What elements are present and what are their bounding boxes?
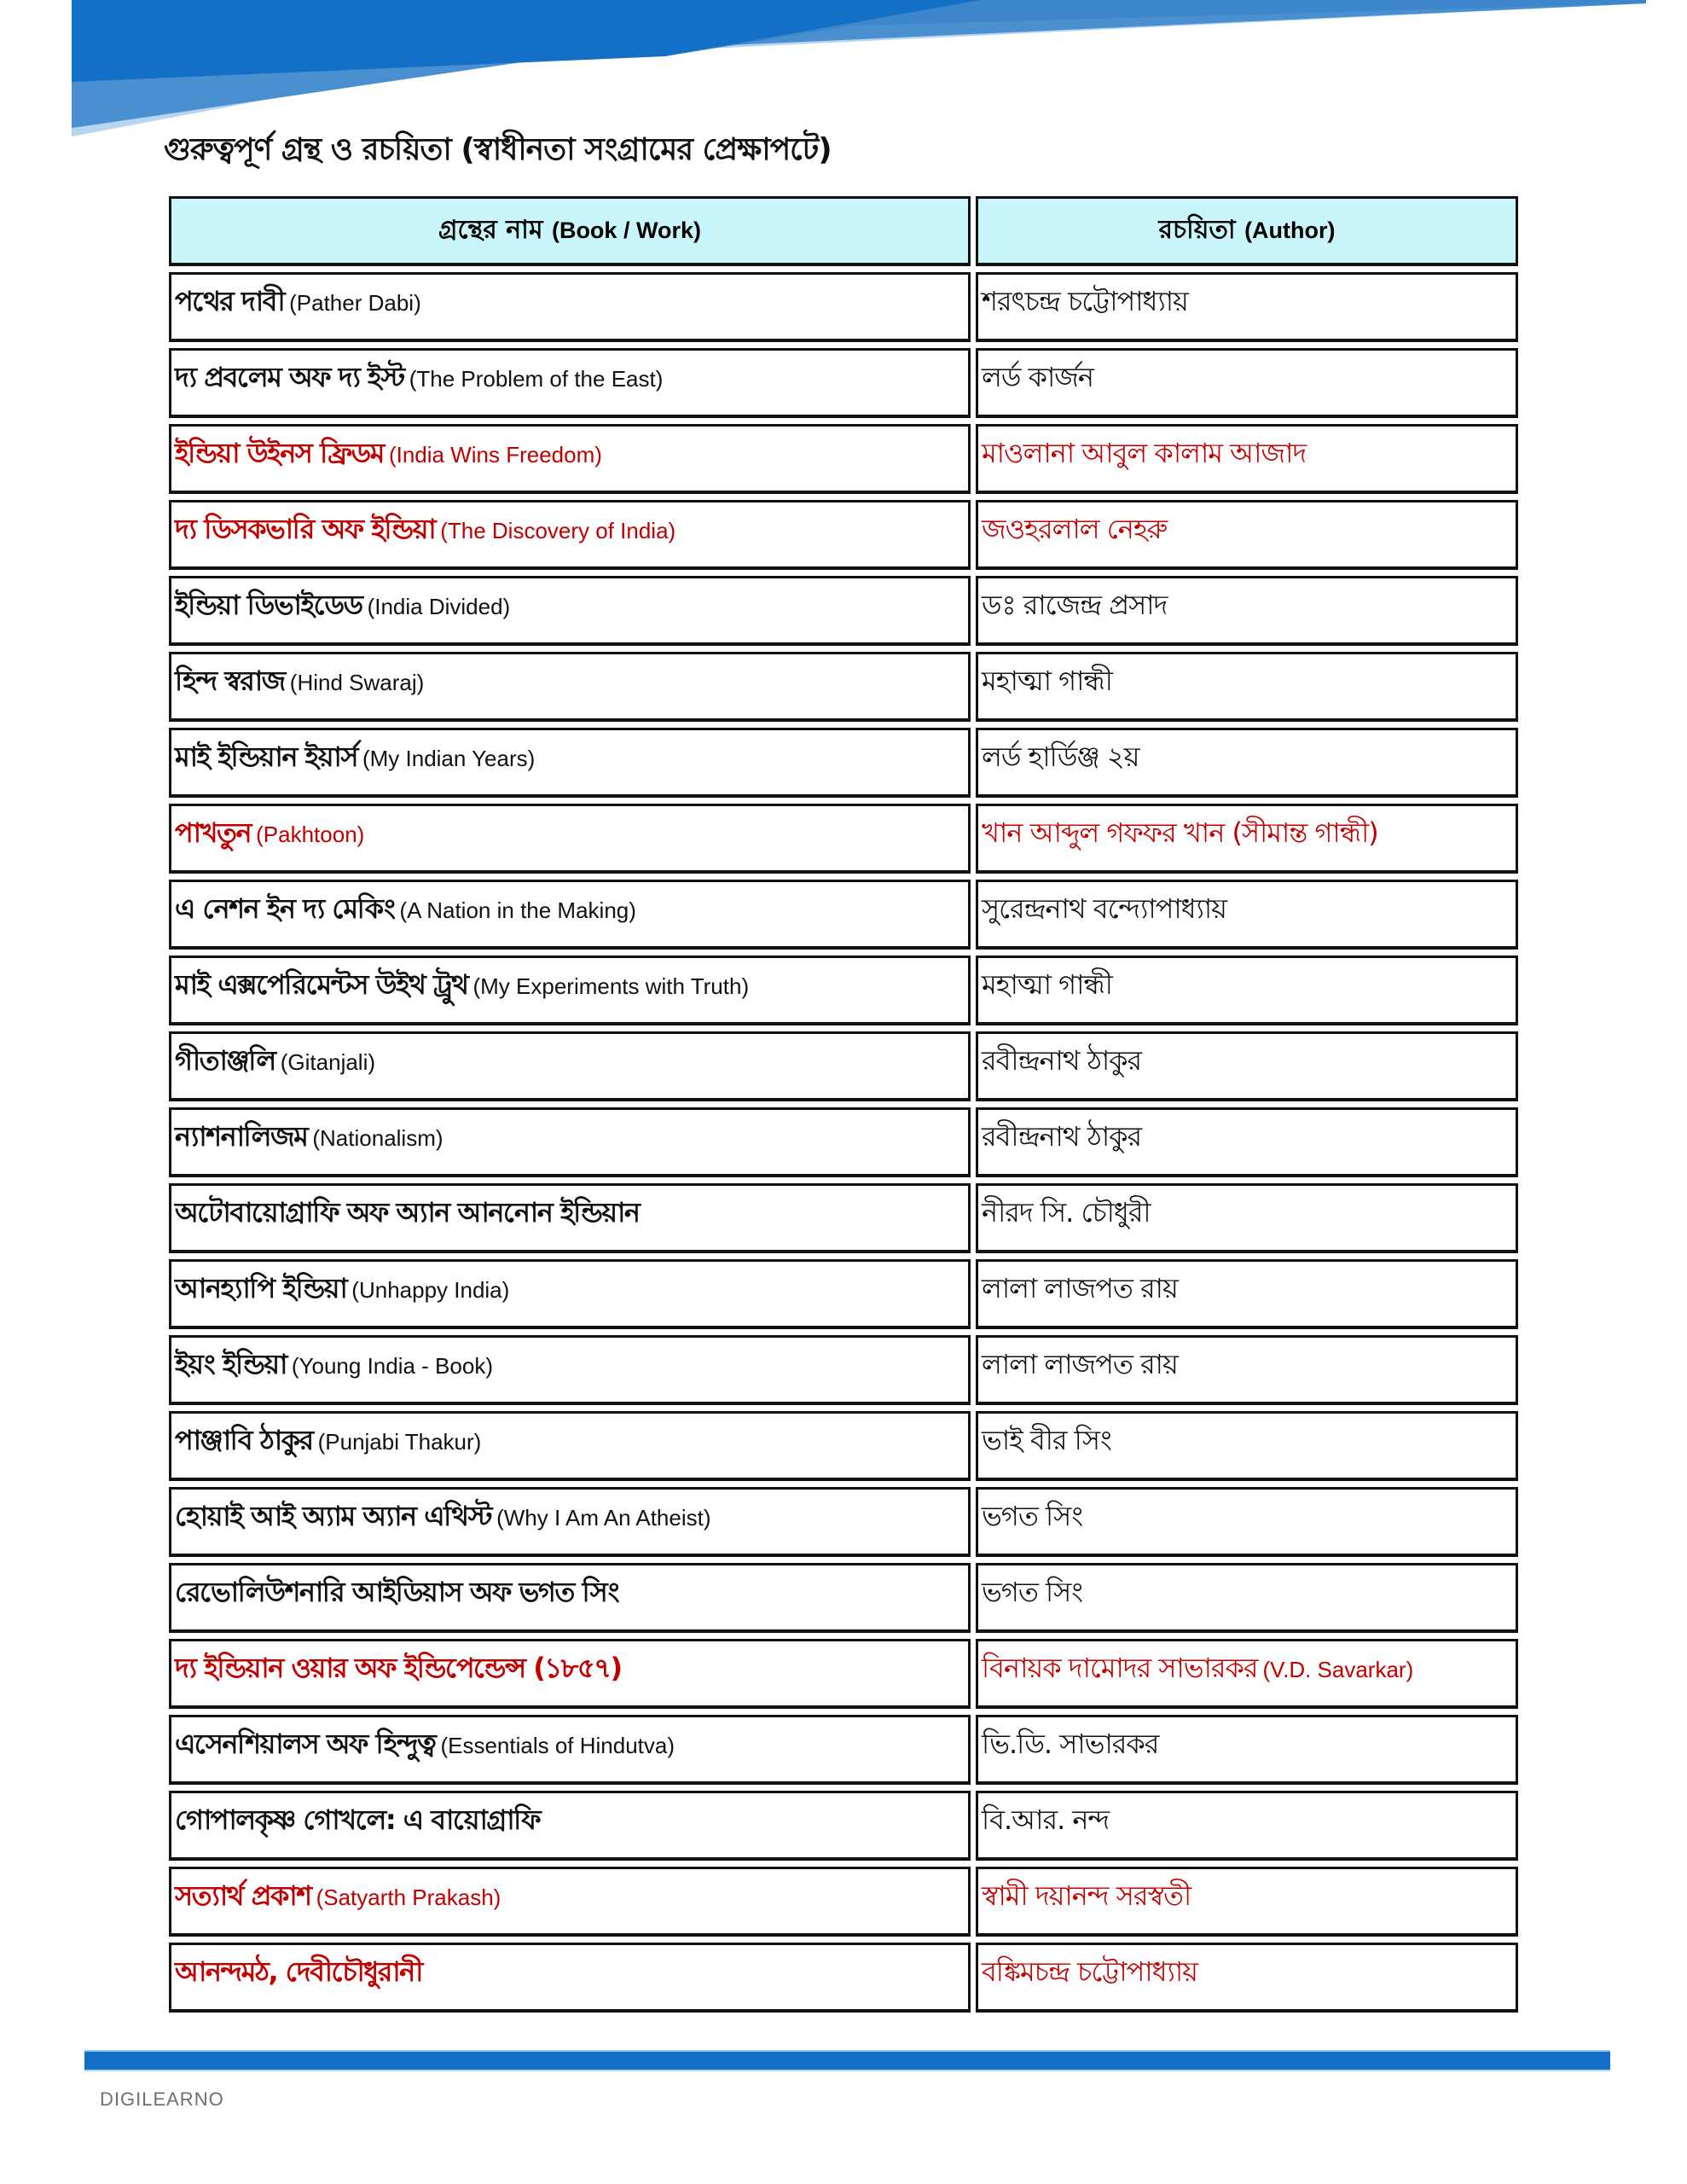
book-cell	[169, 348, 971, 418]
book-title-bn: গীতাঞ্জলি	[175, 1044, 275, 1077]
author-cell	[976, 576, 1518, 646]
author-name-bn: বঙ্কিমচন্দ্র চট্টোপাধ্যায়	[982, 1955, 1198, 1988]
book-cell	[169, 1867, 971, 1937]
book-title-en: (Satyarth Prakash)	[316, 1885, 501, 1910]
book-cell	[169, 1411, 971, 1481]
author-name-bn: মহাত্মা গান্ধী	[982, 665, 1112, 697]
table-row	[169, 272, 1518, 342]
footer-bar	[84, 2050, 1610, 2071]
book-cell	[169, 1335, 971, 1405]
author-name-bn: শরৎচন্দ্র চট্টোপাধ্যায়	[982, 285, 1188, 317]
table-row	[169, 652, 1518, 722]
book-title-bn: সত্যার্থ প্রকাশ	[175, 1879, 311, 1912]
book-title-bn: এসেনশিয়ালস অফ হিন্দুত্ব	[175, 1728, 436, 1760]
book-title-bn: পাঞ্জাবি ঠাকুর	[175, 1424, 313, 1456]
author-name-bn: লর্ড কার্জন	[982, 361, 1093, 393]
author-cell	[976, 1715, 1518, 1785]
book-cell	[169, 576, 971, 646]
book-title-bn: দ্য প্রবলেম অফ দ্য ইস্ট	[175, 361, 404, 393]
author-cell	[976, 652, 1518, 722]
book-title-bn: গোপালকৃষ্ণ গোখলে: এ বায়োগ্রাফি	[175, 1804, 541, 1836]
author-name-en: (V.D. Savarkar)	[1262, 1657, 1414, 1682]
author-cell	[976, 1107, 1518, 1177]
book-title-en: (Why I Am An Atheist)	[496, 1505, 711, 1531]
book-cell	[169, 1563, 971, 1633]
book-title-bn: ন্যাশনালিজম	[175, 1120, 308, 1153]
book-cell	[169, 1639, 971, 1709]
book-cell	[169, 728, 971, 798]
book-title-en: (Essentials of Hindutva)	[440, 1733, 675, 1758]
page-title: গুরুত্বপূর্ণ গ্রন্থ ও রচয়িতা (স্বাধীনতা সংগ্রামের প্রেক্ষাপটে)	[164, 132, 832, 167]
header-author-en: (Author)	[1244, 218, 1336, 243]
book-cell	[169, 1031, 971, 1101]
book-title-bn: দ্য ডিসকভারি অফ ইন্ডিয়া	[175, 513, 436, 545]
book-cell	[169, 1259, 971, 1329]
book-title-bn: অটোবায়োগ্রাফি অফ অ্যান আননোন ইন্ডিয়ান	[175, 1196, 640, 1228]
book-title-en: (The Problem of the East)	[409, 366, 664, 392]
table-row	[169, 1563, 1518, 1633]
author-name-bn: ভি.ডি. সাভারকর	[982, 1728, 1159, 1760]
table-row	[169, 1791, 1518, 1861]
author-name-bn: ভগত সিং	[982, 1500, 1083, 1532]
book-cell	[169, 880, 971, 950]
book-title-bn: পাখতুন	[175, 816, 252, 849]
header-author	[976, 196, 1518, 266]
author-name-bn: লালা লাজপত রায়	[982, 1272, 1178, 1304]
book-title-bn: রেভোলিউশনারি আইডিয়াস অফ ভগত সিং	[175, 1576, 619, 1608]
author-cell	[976, 1867, 1518, 1937]
book-title-bn: দ্য ইন্ডিয়ান ওয়ার অফ ইন্ডিপেন্ডেন্স (১৮৫৭)	[175, 1652, 622, 1684]
author-name-bn: রবীন্দ্রনাথ ঠাকুর	[982, 1120, 1142, 1153]
author-name-bn: মাওলানা আবুল কালাম আজাদ	[982, 437, 1307, 469]
table-row	[169, 1411, 1518, 1481]
author-name-bn: খান আব্দুল গফফর খান (সীমান্ত গান্ধী)	[982, 816, 1378, 849]
book-title-bn: ইন্ডিয়া উইনস ফ্রিডম	[175, 437, 384, 469]
author-cell	[976, 348, 1518, 418]
book-title-en: (Gitanjali)	[280, 1049, 376, 1075]
author-cell	[976, 1259, 1518, 1329]
table-row	[169, 500, 1518, 570]
book-title-bn: আনন্দমঠ, দেবীচৌধুরানী	[175, 1955, 422, 1988]
book-title-bn: হিন্দ স্বরাজ	[175, 665, 285, 697]
table-row	[169, 348, 1518, 418]
book-title-en: (Hind Swaraj)	[289, 670, 425, 695]
header-banner	[0, 0, 1687, 145]
table-row	[169, 728, 1518, 798]
author-cell	[976, 1411, 1518, 1481]
author-cell	[976, 1639, 1518, 1709]
author-name-bn: বি.আর. নন্দ	[982, 1804, 1110, 1836]
author-cell	[976, 880, 1518, 950]
table-row	[169, 1031, 1518, 1101]
author-cell	[976, 272, 1518, 342]
table-row	[169, 1107, 1518, 1177]
table-row	[169, 1335, 1518, 1405]
author-name-bn: লালা লাজপত রায়	[982, 1348, 1178, 1380]
table-header-row	[169, 196, 1518, 266]
table-row	[169, 1487, 1518, 1557]
author-cell	[976, 1031, 1518, 1101]
author-name-bn: নীরদ সি. চৌধুরী	[982, 1196, 1151, 1228]
table-row	[169, 880, 1518, 950]
table-row	[169, 1639, 1518, 1709]
book-title-en: (India Divided)	[367, 594, 511, 619]
header-book-en: (Book / Work)	[551, 218, 701, 243]
book-cell	[169, 956, 971, 1025]
book-title-en: (Unhappy India)	[351, 1277, 510, 1303]
author-cell	[976, 1487, 1518, 1557]
book-cell	[169, 1487, 971, 1557]
table-row	[169, 956, 1518, 1025]
book-cell	[169, 1791, 971, 1861]
book-cell	[169, 1715, 971, 1785]
author-name-bn: জওহরলাল নেহরু	[982, 513, 1168, 545]
book-cell	[169, 1183, 971, 1253]
author-name-bn: রবীন্দ্রনাথ ঠাকুর	[982, 1044, 1142, 1077]
author-name-bn: মহাত্মা গান্ধী	[982, 968, 1112, 1001]
table-row	[169, 1867, 1518, 1937]
book-title-en: (My Indian Years)	[362, 746, 536, 771]
table-row	[169, 1259, 1518, 1329]
author-cell	[976, 728, 1518, 798]
author-name-bn: ভগত সিং	[982, 1576, 1083, 1608]
book-title-en: (Pather Dabi)	[289, 290, 421, 316]
book-cell	[169, 804, 971, 874]
table-row	[169, 1183, 1518, 1253]
author-cell	[976, 1335, 1518, 1405]
author-cell	[976, 500, 1518, 570]
author-cell	[976, 424, 1518, 494]
book-title-bn: মাই এক্সপেরিমেন্টস উইথ ট্রুথ	[175, 968, 468, 1001]
book-cell	[169, 1107, 971, 1177]
author-cell	[976, 956, 1518, 1025]
table-row	[169, 804, 1518, 874]
book-title-en: (Nationalism)	[312, 1125, 443, 1151]
book-title-en: (Pakhtoon)	[256, 822, 365, 847]
author-cell	[976, 1563, 1518, 1633]
header-book-bn: গ্রন্থের নাম	[438, 215, 543, 245]
table-row	[169, 576, 1518, 646]
book-title-en: (A Nation in the Making)	[399, 897, 636, 923]
book-title-bn: আনহ্যাপি ইন্ডিয়া	[175, 1272, 347, 1304]
table-row	[169, 1715, 1518, 1785]
book-cell	[169, 424, 971, 494]
header-author-bn: রচয়িতা	[1158, 215, 1236, 245]
author-cell	[976, 1183, 1518, 1253]
table-row	[169, 424, 1518, 494]
author-name-bn: বিনায়ক দামোদর সাভারকর	[982, 1652, 1258, 1684]
book-title-bn: হোয়াই আই অ্যাম অ্যান এথিস্ট	[175, 1500, 492, 1532]
author-name-bn: স্বামী দয়ানন্দ সরস্বতী	[982, 1879, 1191, 1912]
book-title-bn: মাই ইন্ডিয়ান ইয়ার্স	[175, 741, 357, 773]
table-body	[169, 272, 1518, 2013]
book-cell	[169, 272, 971, 342]
book-title-bn: এ নেশন ইন দ্য মেকিং	[175, 892, 395, 925]
header-book	[169, 196, 971, 266]
book-cell	[169, 652, 971, 722]
brand-label: DIGILEARNO	[100, 2088, 224, 2110]
author-cell	[976, 1943, 1518, 2013]
book-title-en: (My Experiments with Truth)	[472, 973, 750, 999]
book-title-bn: পথের দাবী	[175, 285, 285, 317]
author-name-bn: লর্ড হার্ডিঞ্জ ২য়	[982, 741, 1139, 773]
book-title-en: (The Discovery of India)	[440, 518, 676, 543]
book-title-en: (Punjabi Thakur)	[317, 1429, 482, 1455]
author-name-bn: ভাই বীর সিং	[982, 1424, 1111, 1456]
book-title-en: (India Wins Freedom)	[388, 442, 602, 468]
author-cell	[976, 1791, 1518, 1861]
books-authors-table	[169, 196, 1518, 2018]
author-name-bn: সুরেন্দ্রনাথ বন্দ্যোপাধ্যায়	[982, 892, 1227, 925]
book-cell	[169, 1943, 971, 2013]
table-row	[169, 1943, 1518, 2013]
author-name-bn: ডঃ রাজেন্দ্র প্রসাদ	[982, 589, 1168, 621]
book-cell	[169, 500, 971, 570]
book-title-bn: ইয়ং ইন্ডিয়া	[175, 1348, 287, 1380]
book-title-en: (Young India - Book)	[291, 1353, 493, 1379]
book-title-bn: ইন্ডিয়া ডিভাইডেড	[175, 589, 362, 621]
author-cell	[976, 804, 1518, 874]
